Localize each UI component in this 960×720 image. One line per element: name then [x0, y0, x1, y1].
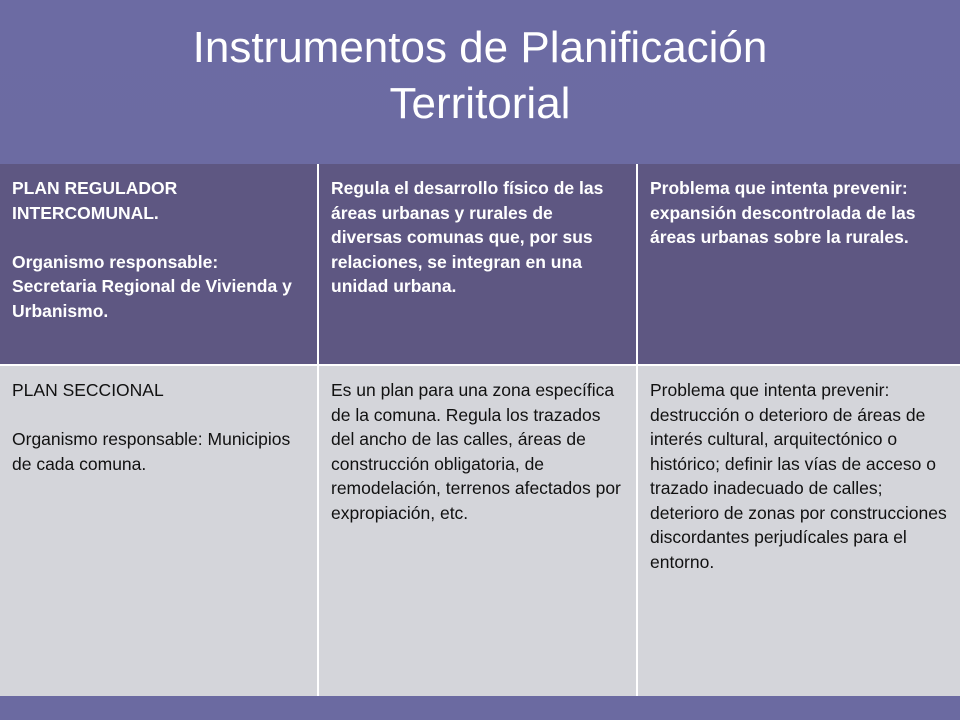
- slide-title: [0, 20, 960, 132]
- slide-title-line-1: Instrumentos de Planificación: [192, 23, 768, 72]
- planning-instruments-table: [0, 164, 960, 696]
- slide-title-line-2: Territorial: [389, 79, 571, 128]
- bottom-band: [0, 696, 960, 720]
- table-cell-r1-c1: PLAN REGULADOR INTERCOMUNAL. Organismo responsable: Secretaria Regional de Vivienda y Urbanismo.: [0, 164, 319, 366]
- table-cell-r2-c2: Es un plan para una zona específica de la comuna. Regula los trazados del ancho de las calles, áreas de construcción obligatoria, de remodelación, terrenos afectados por expropiación, etc.: [319, 366, 638, 696]
- table-cell-r2-c3: Problema que intenta prevenir: destrucción o deterioro de áreas de interés cultural, arquitectónico o histórico; definir las vías de acceso o trazado inadecuado de calles; deterioro de zonas por construcciones discordantes perjudícales para el entorno.: [638, 366, 960, 696]
- table-cell-r2-c1: PLAN SECCIONAL Organismo responsable: Municipios de cada comuna.: [0, 366, 319, 696]
- table-cell-r1-c2: Regula el desarrollo físico de las áreas urbanas y rurales de diversas comunas que, por sus relaciones, se integran en una unidad urbana.: [319, 164, 638, 366]
- table-cell-r1-c3: Problema que intenta prevenir: expansión descontrolada de las áreas urbanas sobre la rurales.: [638, 164, 960, 366]
